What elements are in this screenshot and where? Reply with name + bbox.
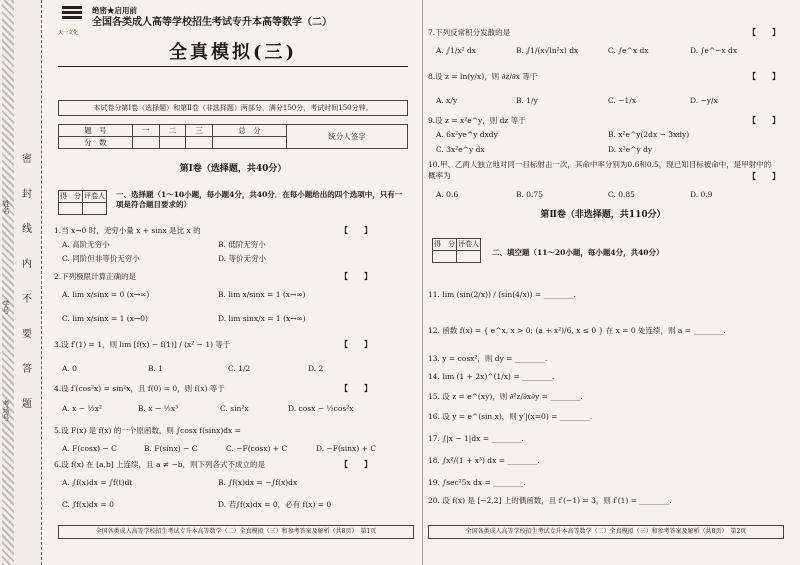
option: A. 6x²ye^y dxdy <box>436 130 498 139</box>
fill-question: 18. ∫x²/(1 + x³) dx = ________. <box>428 456 540 465</box>
answer-bracket: 【 】 <box>748 171 780 181</box>
score-row-label: 分 数 <box>59 137 133 149</box>
grader-label: 得 分 <box>433 239 457 251</box>
option: A. lim x/sinx = 0 (x→∞) <box>62 290 150 299</box>
grader-cell <box>83 203 107 215</box>
fill-question: 17. ∫|x − 1|dx = ________. <box>428 434 524 443</box>
seal-word: 要 <box>22 329 32 340</box>
answer-bracket: 【 】 <box>340 225 372 235</box>
question-7 <box>428 28 510 37</box>
secret-label: 绝密★启用前 <box>92 6 137 15</box>
option: C. 1/2 <box>228 364 251 373</box>
option: D. x³e^y dy <box>608 145 653 154</box>
seal-word: 封 <box>22 189 32 200</box>
question-10 <box>428 160 778 182</box>
question-number: 3. <box>54 340 62 349</box>
question-number: 9. <box>428 116 436 125</box>
option: C. −F(cosx) + C <box>226 444 288 453</box>
fill-question: 20. 设 f(x) 是 [−2,2] 上的偶函数，且 f′(−1) = 3，则 f′(1) = ________. <box>428 496 672 505</box>
grader-label: 得 分 <box>59 191 83 203</box>
seal-word: 答 <box>22 364 32 375</box>
question-2 <box>54 272 136 281</box>
seal-word: 不 <box>22 294 32 305</box>
part1-title: 第Ⅰ卷（选择题，共40分） <box>179 164 287 174</box>
question-stem: 下列反常积分发散的是 <box>435 28 511 37</box>
option: D. 0.9 <box>690 190 713 199</box>
publisher-logo <box>58 4 86 34</box>
option: B. 1 <box>148 364 164 373</box>
grader-cell <box>433 251 457 263</box>
logo-text: 天一文化 <box>58 30 79 36</box>
option: D. 2 <box>308 364 324 373</box>
question-3 <box>54 340 230 349</box>
question-number: 7. <box>428 28 436 37</box>
question-6 <box>54 460 265 469</box>
option: A. ∫1/x² dx <box>436 46 477 55</box>
option: A. x/y <box>436 96 458 105</box>
answer-bracket: 【 】 <box>748 115 780 125</box>
option: D. lim sinx/x = 1 (x→∞) <box>218 314 306 323</box>
logo-icon <box>62 6 82 21</box>
option: D. cosx − ½cos²x <box>288 404 354 413</box>
option: B. 0.75 <box>516 190 543 199</box>
title-divider <box>58 66 408 67</box>
answer-bracket: 【 】 <box>340 339 372 349</box>
question-number: 8. <box>428 72 436 81</box>
question-stem: 设 z = x²e^y，则 dz 等于 <box>435 116 526 125</box>
page-title: 全真模拟(三) <box>168 42 298 63</box>
part2-title: 第Ⅱ卷（非选择题，共110分） <box>540 210 666 220</box>
score-header-cell: 一 <box>132 125 159 137</box>
answer-bracket: 【 】 <box>340 383 372 393</box>
option: D. ∫e^−x dx <box>690 46 738 55</box>
question-number: 1. <box>54 226 62 235</box>
grader-cell <box>457 251 481 263</box>
score-cell <box>132 137 159 149</box>
score-header-cell: 题 号 <box>59 125 133 137</box>
option: D. 等价无穷小 <box>218 254 267 263</box>
option: C. sin²x <box>220 404 249 413</box>
fill-question: 19. ∫sec²5x dx = ________. <box>428 478 526 487</box>
question-stem: 当 x→0 时，无穷小量 x + sinx 是比 x 的 <box>61 226 201 235</box>
fill-question: 15. 设 z = e^(xy)，则 ∂²z/∂x∂y = ________. <box>428 392 583 401</box>
score-table <box>58 124 408 149</box>
question-number: 6. <box>54 460 62 469</box>
exam-title: 全国各类成人高等学校招生考试专升本高等数学（二） <box>92 17 332 28</box>
option: C. −1/x <box>608 96 637 105</box>
option: A. x − ½x² <box>62 404 102 413</box>
option: C. ∫e^x dx <box>608 46 649 55</box>
question-number: 10. <box>428 160 440 169</box>
question-9 <box>428 116 526 125</box>
question-stem: 设 f′(cos²x) = sin²x，且 f(0) = 0，则 f(x) 等于 <box>61 384 225 393</box>
question-1 <box>54 226 201 235</box>
right-column <box>428 0 794 565</box>
seal-word: 密 <box>22 154 32 165</box>
score-header-cell: 三 <box>186 125 213 137</box>
option: B. 低阶无穷小 <box>218 240 266 249</box>
question-stem: 甲、乙两人独立地对同一目标射击一次，其命中率分别为0.6和0.5，现已知目标被命中，是甲射中的概率为 <box>428 160 772 180</box>
option: A. 0.6 <box>436 190 459 199</box>
option: A. 0 <box>62 364 77 373</box>
score-cell <box>159 137 186 149</box>
option: C. 同阶但非等价无穷小 <box>62 254 140 263</box>
room-field-label: 考场号 <box>2 400 10 421</box>
question-stem: 下列极限计算正确的是 <box>61 272 137 281</box>
name-field-label: 姓名 <box>2 200 10 214</box>
question-stem: 设 z = ln(y/x)，则 ∂z/∂x 等于 <box>435 72 538 81</box>
option: B. F(sinx) − C <box>144 444 198 453</box>
fill-question: 16. 设 y = e^(sin x)，则 y′|(x=0) = ________. <box>428 412 593 421</box>
option: B. 1/y <box>516 96 538 105</box>
grader-label: 评卷人 <box>83 191 107 203</box>
seal-word: 题 <box>22 399 32 410</box>
score-header-cell: 总 分 <box>213 125 287 137</box>
question-4 <box>54 384 225 393</box>
option: C. 0.85 <box>608 190 635 199</box>
option: D. −F(sinx) + C <box>316 444 376 453</box>
fill-question: 12. 函数 f(x) = { e^x, x > 0; (a + x²)/6, x ≤ 0 } 在 x = 0 处连续，则 a = ________. <box>428 326 726 335</box>
id-field-label: 学号 <box>2 300 10 314</box>
answer-bracket: 【 】 <box>748 27 780 37</box>
option: A. 高阶无穷小 <box>62 240 110 249</box>
option: D. 若∫f(x)dx = 0，必有 f(x) = 0 <box>218 500 332 509</box>
column-divider <box>422 0 423 565</box>
option: B. lim x/sinx = 1 (x→∞) <box>218 290 306 299</box>
part1-instruction: 一、选择题（1～10小题，每小题4分，共40分．在每小题给出的四个选项中，只有一项是符合题目要求的） <box>116 190 403 210</box>
score-header-cell: 统分人签字 <box>286 125 407 149</box>
answer-bracket: 【 】 <box>748 71 780 81</box>
page-footer: 全国各类成人高等学校招生考试专升本高等数学（二）全真模拟（三）和参考答案及解析（共8页） 第1页 <box>58 525 414 539</box>
question-stem: 设 f(x) 在 [a,b] 上连续，且 a ≠ −b，则下列各式不成立的是 <box>61 460 266 469</box>
option: D. −y/x <box>690 96 718 105</box>
question-8 <box>428 72 537 81</box>
question-number: 5. <box>54 426 62 435</box>
score-header-cell: 二 <box>159 125 186 137</box>
exam-note: 本试卷分第Ⅰ卷（选择题）和第Ⅱ卷（非选择题）两部分，满分150分，考试时间150分钟。 <box>58 100 408 116</box>
option: C. lim x/sinx = 1 (x→0) <box>62 314 148 323</box>
question-5 <box>54 426 241 435</box>
left-column <box>48 0 418 565</box>
grader-label: 评卷人 <box>457 239 481 251</box>
option: A. F(cosx) − C <box>62 444 117 453</box>
question-number: 4. <box>54 384 62 393</box>
part2-instruction: 二、填空题（11～20小题，每小题4分，共40分） <box>492 248 664 257</box>
fill-question: 13. y = cosx²，则 dy = ________. <box>428 354 548 363</box>
binding-strip <box>0 0 42 565</box>
part1-grader-box <box>58 190 107 215</box>
answer-bracket: 【 】 <box>340 459 372 469</box>
option: B. x²e^y(2dx − 3xdy) <box>608 130 690 139</box>
seal-word: 内 <box>22 259 32 270</box>
option: A. ∫f(x)dx = ∫f(t)dt <box>62 478 133 487</box>
option: B. x − ½x³ <box>138 404 179 413</box>
page-footer: 全国各类成人高等学校招生考试专升本高等数学（二）全真模拟（三）和参考答案及解析（共8页） 第2页 <box>428 525 784 539</box>
fill-question: 11. lim (sin(2/x)) / (sin(4/x)) = ________. <box>428 290 576 299</box>
seal-pattern <box>2 0 14 565</box>
option: C. ∫f(x)dx = 0 <box>62 500 114 509</box>
grader-cell <box>59 203 83 215</box>
answer-bracket: 【 】 <box>340 271 372 281</box>
option: C. 3x²e^y dx <box>436 145 485 154</box>
question-stem: 设 F(x) 是 f(x) 的一个原函数，则 ∫cosx f(sinx)dx = <box>61 426 241 435</box>
question-stem: 设 f′(1) = 1，则 lim [f(x) − f(1)] / (x² − 1) 等于 <box>61 340 231 349</box>
option: B. ∫f(x)dx = −∫f(x)dx <box>218 478 298 487</box>
option: B. ∫1/(x√ln²x) dx <box>516 46 579 55</box>
score-cell <box>213 137 287 149</box>
fill-question: 14. lim (1 + 2x)^(1/x) = ________. <box>428 372 555 381</box>
score-cell <box>186 137 213 149</box>
seal-word: 线 <box>22 224 32 235</box>
part2-grader-box <box>432 238 481 263</box>
question-number: 2. <box>54 272 62 281</box>
